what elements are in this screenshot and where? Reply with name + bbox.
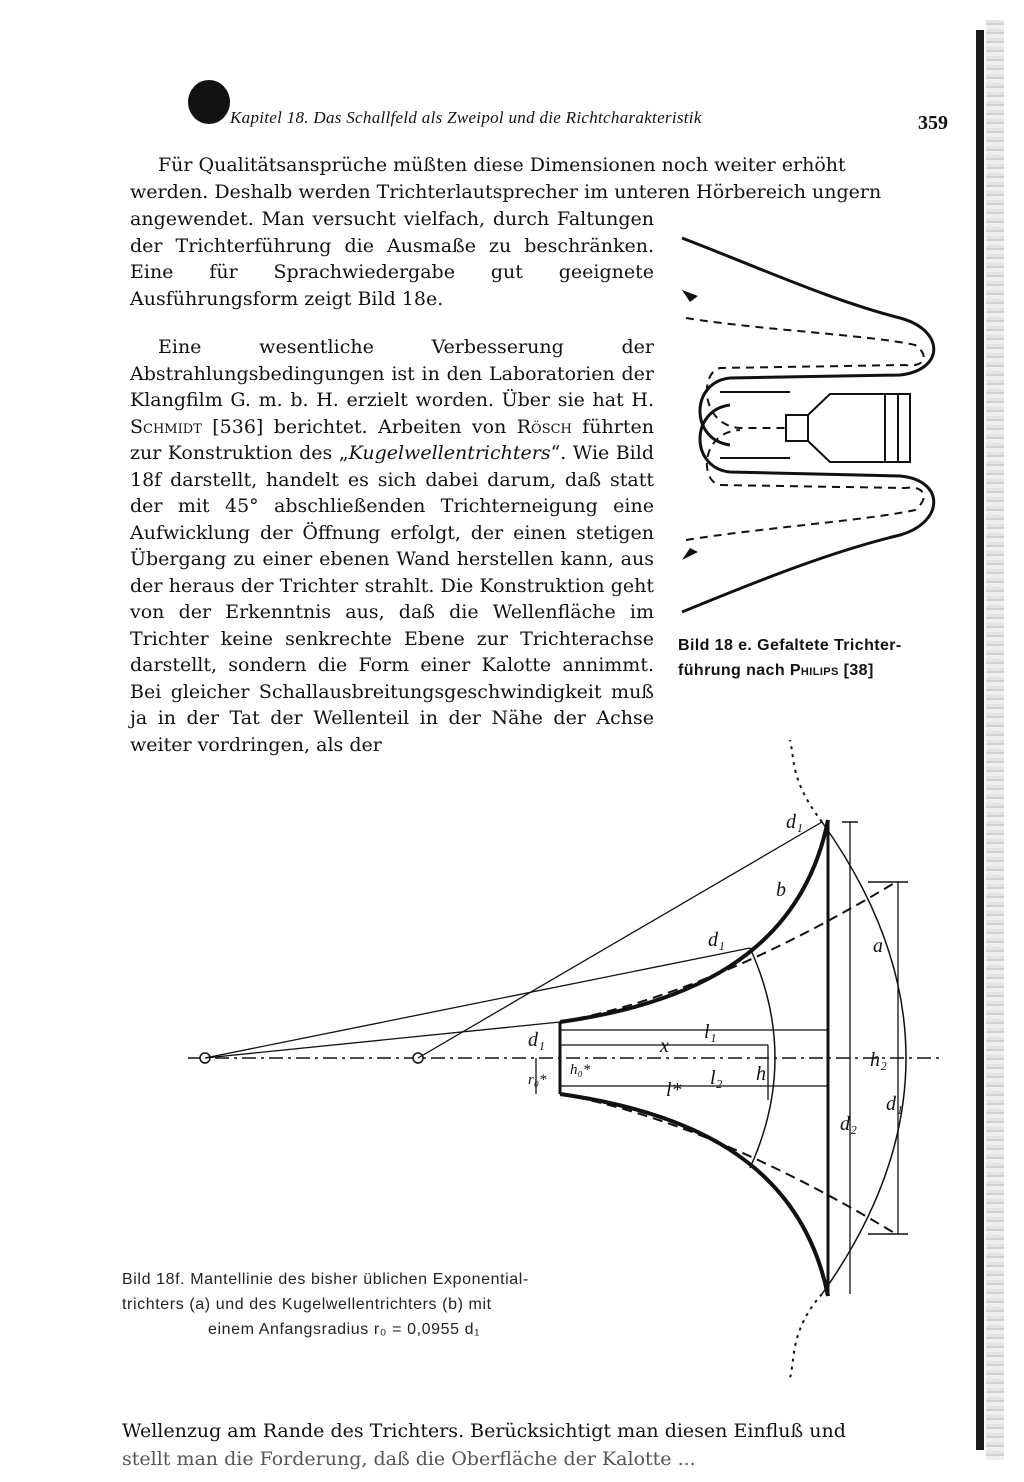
paragraph-1-rest: angewendet. Man versucht vielfach, durch Faltungen der Trichterführung die Ausmaße zu beschränken. Eine für Sprachwiedergabe gut geeignete Ausführungsform zeigt Bild 18e. — [130, 208, 654, 310]
label-h: h — [756, 1063, 766, 1085]
author-rosch: Rösch — [516, 415, 572, 438]
author-schmidt: Schmidt — [130, 415, 202, 438]
caption-18e-text: führung nach — [678, 662, 790, 679]
p2-text-b: [536] berichtet. Arbeiten von — [201, 415, 517, 438]
label-d1-top: d₁ — [786, 811, 803, 833]
dotted-arc-bottom — [790, 1294, 822, 1378]
curve-b-top — [560, 820, 828, 1022]
label-l2: l₂ — [710, 1067, 723, 1089]
construction-line-1 — [205, 1022, 560, 1058]
horn-profile-drawing — [188, 740, 940, 1378]
label-a: a — [873, 935, 883, 957]
paragraph-3-line-1: Wellenzug am Rande des Trichters. Berücksichtigt man diesen Einfluß und — [122, 1420, 846, 1442]
label-x: x — [660, 1035, 669, 1057]
caption-18e-line-1: Bild 18 e. Gefaltete Trichter- — [678, 637, 902, 654]
caption-18f-line-1: Bild 18f. Mantellinie des bisher üblichen Exponential- — [122, 1271, 529, 1288]
dotted-arc-top — [790, 740, 822, 822]
label-h2: h₂ — [870, 1049, 887, 1071]
label-l-star: l* — [666, 1079, 682, 1101]
p2-text-c: führten zur Konstruktion des „ — [130, 415, 654, 464]
label-d1-mid: d₁ — [708, 929, 725, 951]
p2-text-d: “. Wie Bild 18f darstellt, handelt es sich dabei darum, daß statt der mit 45° abschließenden Trichterneigung eine Aufwicklung der Öffnung erfolgt, der einen stetigen Übergang zu einer ebenen Wand herstellen kann, aus der heraus der Trichter strahlt. Die Konstruktion geht von der Erkenntnis aus, daß die Wellenfläche im Trichter keine senkrechte Ebene zur Trichterachse darstellt, sondern die Form einer Kalotte annimmt. Bei gleicher Schallausbreitungsgeschwindigkeit muß ja in der Tat der Wellenteil in der Nähe der Achse weiter vordringen, als der — [130, 442, 654, 756]
caption-18f-line-3: einem Anfangsradius r₀ = 0,0955 d₁ — [208, 1321, 481, 1338]
label-b: b — [776, 879, 786, 901]
label-d1-left: d₁ — [528, 1029, 545, 1051]
caption-18f-line-2: trichters (a) und des Kugelwellentrichters (b) mit — [122, 1296, 492, 1313]
label-d2: d₂ — [840, 1113, 857, 1135]
p2-text-a: Eine wesentliche Verbesserung der Abstrahlungsbedingungen ist in den Laboratorien der Klangfilm G. m. b. H. erzielt worden. Über sie hat H. — [130, 336, 654, 411]
caption-18e-ref: [38] — [838, 662, 874, 679]
label-d1-right: d₁ — [886, 1093, 903, 1115]
running-header: Kapitel 18. Das Schallfeld als Zweipol und die Richtcharakteristik — [230, 108, 702, 127]
term-kugelwellentrichter: Kugelwellentrichters — [348, 442, 551, 464]
paragraph-1-line-2: werden. Deshalb werden Trichterlautsprecher im unteren Hörbereich ungern — [130, 181, 882, 203]
label-l1: l₁ — [704, 1021, 717, 1043]
caption-18e-philips: Philips — [789, 662, 839, 679]
page-number: 359 — [918, 112, 948, 134]
label-h0: h₀* — [570, 1062, 591, 1078]
curve-b-bottom — [560, 1094, 828, 1296]
label-r0: r₀* — [528, 1072, 547, 1088]
paragraph-1-line-1: Für Qualitätsansprüche müßten diese Dimensionen noch weiter erhöht — [158, 154, 846, 176]
paragraph-3-line-2: stellt man die Forderung, daß die Oberfläche der Kalotte ... — [122, 1448, 696, 1470]
